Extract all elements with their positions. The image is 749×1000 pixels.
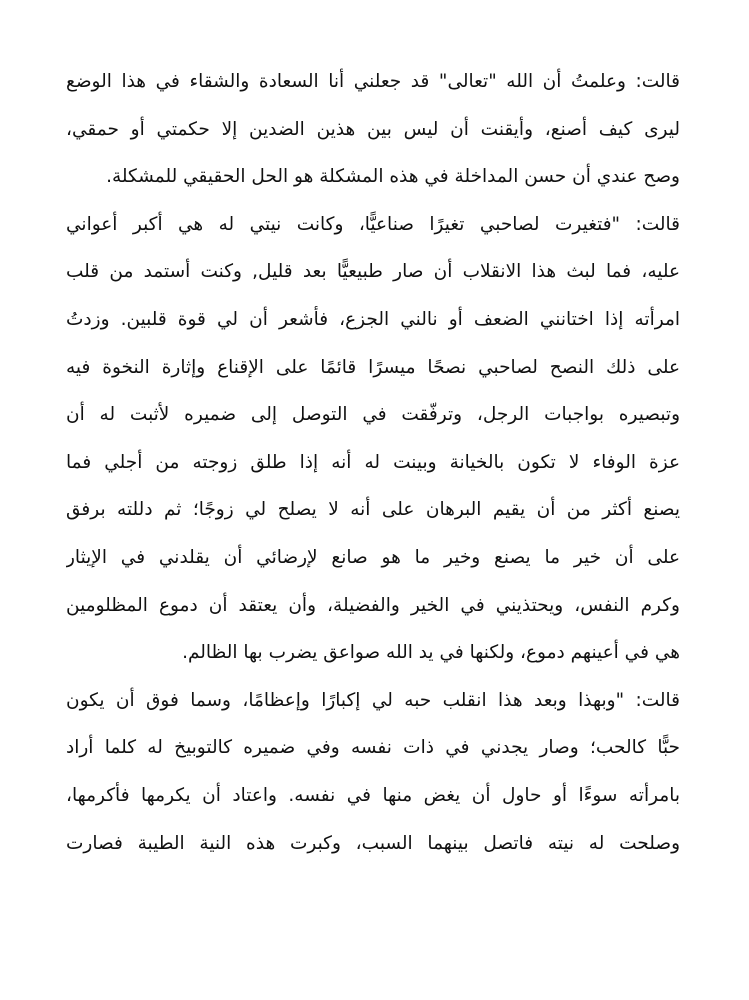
- text-line: وكرم النفس، ويحتذيني في الخير والفضيلة، وأن يعتقد أن دموع المظلومين: [66, 594, 680, 616]
- document-page: [66, 58, 680, 867]
- text-line: وتبصيره بواجبات الرجل، وترفّقت في التوصل إلى ضميره لأثبت له أن: [66, 404, 680, 426]
- text-line: عزة الوفاء لا تكون بالخيانة وبينت له أنه إذا طلق زوجته من أجلي فما: [66, 451, 680, 473]
- text-line: حبًّا كالحب؛ وصار يجدني في ذات نفسه وفي ضميره كالتوبيخ له كلما أراد: [66, 737, 680, 759]
- text-line: يصنع أكثر من أن يقيم البرهان على أنه لا يصلح لي زوجًا؛ ثم دللته برفق: [66, 499, 680, 521]
- paragraph-1: [66, 58, 680, 201]
- paragraph-2: [66, 201, 680, 677]
- text-line: قالت: "وبهذا وبعد هذا انقلب حبه لي إكبارًا وإعظامًا، وسما فوق أن يكون: [66, 689, 680, 711]
- text-line: على ذلك النصح لصاحبي نصحًا ميسرًا قائمًا على الإقناع وإثارة النخوة فيه: [66, 356, 680, 378]
- text-line: وصلحت له نيته فاتصل بينهما السبب، وكبرت هذه النية الطيبة فصارت: [66, 832, 680, 854]
- text-line: ليرى كيف أصنع، وأيقنت أن ليس بين هذين الضدين إلا حكمتي أو حمقي،: [66, 118, 680, 140]
- text-line: هي في أعينهم دموع، ولكنها في يد الله صواعق يضرب بها الظالم.: [182, 642, 680, 664]
- text-line: امرأته إذا اختانني الضعف أو نالني الجزع، فأشعر أن لي قوة قلبين. وزدتُ: [66, 308, 680, 330]
- text-line: بامرأته سوءًا أو حاول أن يغض منها في نفسه. واعتاد أن يكرمها فأكرمها،: [66, 784, 680, 806]
- paragraph-3: [66, 677, 680, 867]
- text-line: عليه، فما لبث هذا الانقلاب أن صار طبيعيًّا بعد قليل, وكنت أستمد من قلب: [66, 261, 680, 283]
- text-line: على أن خير ما يصنع وخير ما هو صانع لإرضائي أن يقلدني في الإيثار: [66, 546, 680, 568]
- text-line: وصح عندي أن حسن المداخلة في هذه المشكلة هو الحل الحقيقي للمشكلة.: [106, 166, 680, 188]
- text-line: قالت: "فتغيرت لصاحبي تغيرًا صناعيًّا، وكانت نيتي له هي أكبر أعواني: [66, 213, 680, 235]
- text-line: قالت: وعلمتُ أن الله "تعالى" قد جعلني أنا السعادة والشقاء في هذا الوضع: [66, 71, 680, 92]
